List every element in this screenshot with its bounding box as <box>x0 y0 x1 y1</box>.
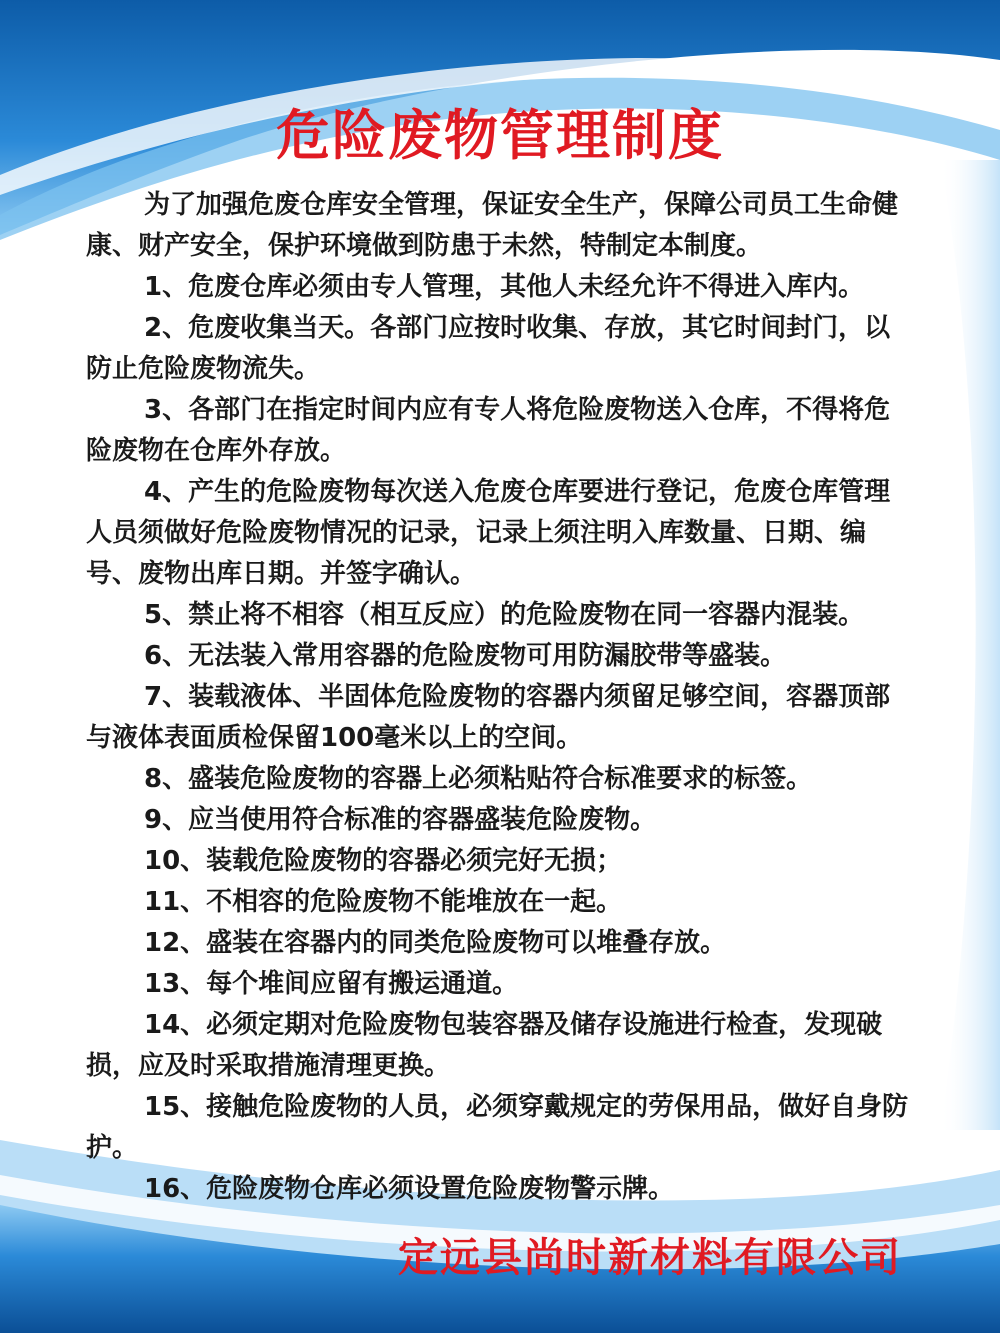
rule-item: 12、盛装在容器内的同类危险废物可以堆叠存放。 <box>144 928 727 958</box>
company-name: 定远县尚时新材料有限公司 <box>398 1235 902 1281</box>
regulation-body <box>86 185 916 1210</box>
rule-item: 1、危废仓库必须由专人管理，其他人未经允许不得进入库内。 <box>144 272 865 302</box>
intro-paragraph: 为了加强危废仓库安全管理，保证安全生产，保障公司员工生命健康、财产安全，保护环境做到防患于未然，特制定本制度。 <box>86 190 899 261</box>
rule-item: 14、必须定期对危险废物包装容器及储存设施进行检查，发现破损，应及时采取措施清理更换。 <box>86 1010 883 1081</box>
rule-item: 16、危险废物仓库必须设置危险废物警示牌。 <box>144 1174 675 1204</box>
rule-item: 15、接触危险废物的人员，必须穿戴规定的劳保用品，做好自身防护。 <box>86 1092 909 1163</box>
rule-item: 3、各部门在指定时间内应有专人将危险废物送入仓库，不得将危险废物在仓库外存放。 <box>86 395 891 466</box>
rule-item: 9、应当使用符合标准的容器盛装危险废物。 <box>144 805 657 835</box>
rule-item: 13、每个堆间应留有搬运通道。 <box>144 969 519 999</box>
rule-item: 4、产生的危险废物每次送入危废仓库要进行登记，危废仓库管理人员须做好危险废物情况的记录，记录上须注明入库数量、日期、编号、废物出库日期。并签字确认。 <box>86 477 891 589</box>
right-edge-curve <box>940 160 1000 1130</box>
page-title: 危险废物管理制度 <box>276 104 724 167</box>
rule-item: 2、危废收集当天。各部门应按时收集、存放，其它时间封门，以防止危险废物流失。 <box>86 313 891 384</box>
rule-item: 7、装载液体、半固体危险废物的容器内须留足够空间，容器顶部与液体表面质检保留100毫米以上的空间。 <box>86 682 891 753</box>
rule-item: 11、不相容的危险废物不能堆放在一起。 <box>144 887 623 917</box>
rule-item: 8、盛装危险废物的容器上必须粘贴符合标准要求的标签。 <box>144 764 813 794</box>
rule-item: 5、禁止将不相容（相互反应）的危险废物在同一容器内混装。 <box>144 600 865 630</box>
rule-item: 6、无法装入常用容器的危险废物可用防漏胶带等盛装。 <box>144 641 787 671</box>
rule-item: 10、装载危险废物的容器必须完好无损； <box>144 846 623 876</box>
